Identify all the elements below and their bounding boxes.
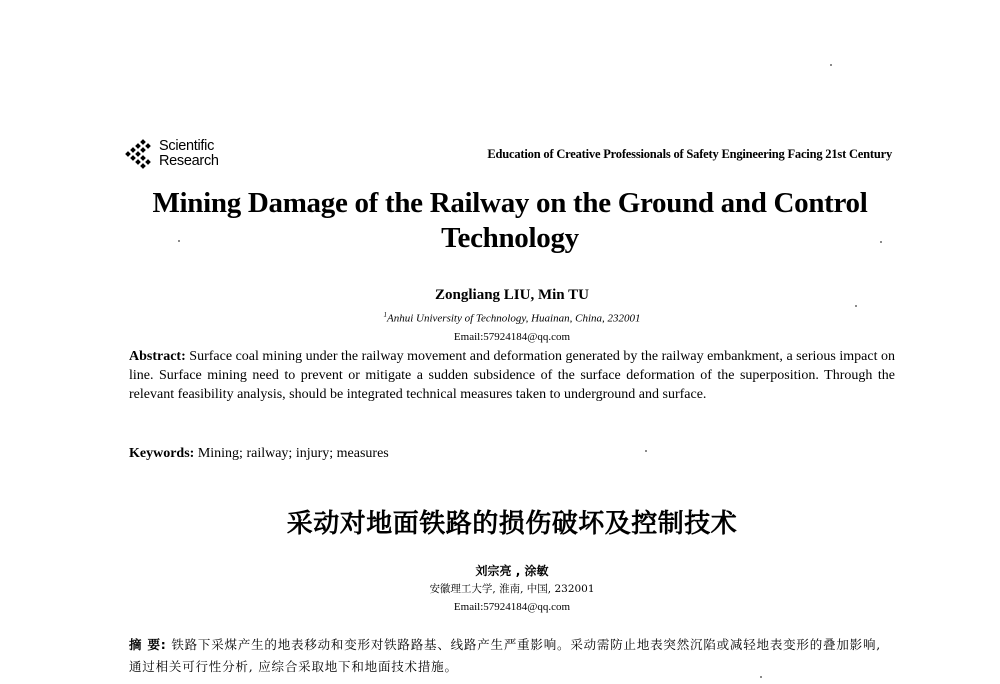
authors: Zongliang LIU, Min TU [435, 287, 589, 303]
chinese-title: 采动对地面铁路的损伤破坏及控制技术 [286, 509, 738, 539]
diamond-dots-icon [124, 138, 156, 170]
chinese-affiliation: 安徽理工大学, 淮南, 中国, 232001 [429, 583, 595, 595]
chinese-abstract [129, 634, 897, 678]
chinese-abstract-text: 铁路下采煤产生的地表移动和变形对铁路路基、线路产生严重影响。采动需防止地表突然沉陷或减轻地表变形的叠加影响, 通过相关可行性分析, 应综合采取地下和地面技术措施。 [129, 637, 882, 674]
journal-name: Education of Creative Professionals of Safety Engineering Facing 21st Century [487, 147, 892, 161]
publisher-name-line2: Research [159, 153, 219, 169]
scan-speck [830, 64, 832, 66]
chinese-email: Email:57924184@qq.com [453, 601, 571, 613]
author-email: Email:57924184@qq.com [453, 331, 571, 343]
scan-speck [645, 450, 647, 452]
paper-title: Mining Damage of the Railway on the Ground and Control Technology [152, 187, 868, 254]
chinese-authors: 刘宗亮 , 涂敏 [475, 564, 549, 578]
keywords-text: Mining; railway; injury; measures [194, 446, 389, 461]
publisher-logo [124, 138, 219, 170]
scan-speck [880, 241, 882, 243]
affiliation [0, 311, 1000, 325]
scan-speck [760, 676, 762, 678]
abstract-text: Surface coal mining under the railway movement and deformation generated by the railway embankment, a serious impact on line. Surface mining need to prevent or mitigate a sudden subsidence of the surface deformation of the superposition. Through the relevant feasibility analysis, should be integrated technical measures taken to underground and surface. [129, 349, 895, 402]
affiliation-marker: 1 [383, 311, 387, 319]
abstract-label: Abstract: [129, 349, 186, 364]
scan-speck [855, 305, 857, 307]
publisher-name-line1: Scientific [159, 138, 215, 154]
affiliation-text: Anhui University of Technology, Huainan, China, 232001 [387, 312, 641, 325]
keywords-label: Keywords: [129, 446, 195, 461]
abstract [129, 347, 895, 404]
publisher-name [159, 139, 219, 169]
scan-speck [178, 240, 180, 242]
keywords [129, 446, 389, 462]
chinese-abstract-label: 摘 要: [129, 637, 167, 652]
